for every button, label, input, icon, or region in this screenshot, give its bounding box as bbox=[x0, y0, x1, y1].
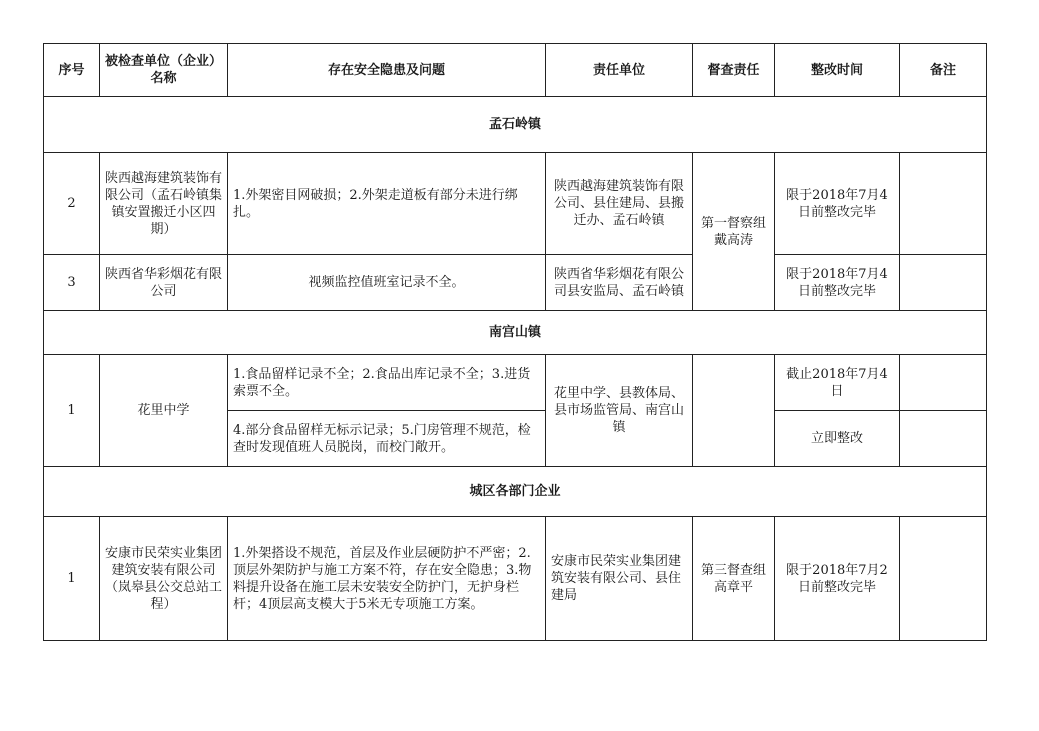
cell-deadline: 立即整改 bbox=[775, 411, 900, 467]
cell-responsible-unit: 陕西省华彩烟花有限公司县安监局、孟石岭镇 bbox=[546, 255, 693, 311]
section-row bbox=[44, 467, 987, 517]
header-row bbox=[44, 44, 987, 97]
cell-hazard: 1.食品留样记录不全；2.食品出库记录不全；3.进货索票不全。 bbox=[228, 355, 546, 411]
cell-responsible-unit: 花里中学、县教体局、县市场监管局、南宫山镇 bbox=[546, 355, 693, 467]
cell-seq: 2 bbox=[44, 153, 100, 255]
section-title: 城区各部门企业 bbox=[44, 467, 987, 517]
section-row bbox=[44, 311, 987, 355]
cell-note bbox=[900, 153, 987, 255]
table-row bbox=[44, 153, 987, 255]
table-row bbox=[44, 255, 987, 311]
header-note: 备注 bbox=[900, 44, 987, 97]
section-row bbox=[44, 97, 987, 153]
section-title: 孟石岭镇 bbox=[44, 97, 987, 153]
cell-seq: 1 bbox=[44, 355, 100, 467]
cell-deadline: 截止2018年7月4日 bbox=[775, 355, 900, 411]
cell-seq: 3 bbox=[44, 255, 100, 311]
header-supervision: 督查责任 bbox=[693, 44, 775, 97]
cell-unit: 安康市民荣实业集团建筑安装有限公司（岚皋县公交总站工程） bbox=[100, 517, 228, 641]
header-seq: 序号 bbox=[44, 44, 100, 97]
table-row bbox=[44, 517, 987, 641]
cell-note bbox=[900, 411, 987, 467]
table-row bbox=[44, 355, 987, 411]
cell-note bbox=[900, 517, 987, 641]
cell-hazard: 4.部分食品留样无标示记录；5.门房管理不规范，检查时发现值班人员脱岗，而校门敞开。 bbox=[228, 411, 546, 467]
cell-note bbox=[900, 355, 987, 411]
cell-unit: 陕西越海建筑装饰有限公司（孟石岭镇集镇安置搬迁小区四期） bbox=[100, 153, 228, 255]
cell-unit: 陕西省华彩烟花有限公司 bbox=[100, 255, 228, 311]
section-title: 南宫山镇 bbox=[44, 311, 987, 355]
cell-supervision: 第三督查组高章平 bbox=[693, 517, 775, 641]
cell-supervision: 第一督察组戴高涛 bbox=[693, 153, 775, 311]
cell-deadline: 限于2018年7月4日前整改完毕 bbox=[775, 255, 900, 311]
cell-responsible-unit: 安康市民荣实业集团建筑安装有限公司、县住建局 bbox=[546, 517, 693, 641]
cell-hazard: 1.外架密目网破损；2.外架走道板有部分未进行绑扎。 bbox=[228, 153, 546, 255]
header-deadline: 整改时间 bbox=[775, 44, 900, 97]
cell-seq: 1 bbox=[44, 517, 100, 641]
header-responsible-unit: 责任单位 bbox=[546, 44, 693, 97]
cell-hazard: 1.外架搭设不规范，首层及作业层硬防护不严密；2.顶层外架防护与施工方案不符，存在安全隐患；3.物料提升设备在施工层未安装安全防护门，无护身栏杆；4顶层高支模大于5米无专项施工方案。 bbox=[228, 517, 546, 641]
header-hazard: 存在安全隐患及问题 bbox=[228, 44, 546, 97]
cell-supervision bbox=[693, 355, 775, 467]
cell-note bbox=[900, 255, 987, 311]
cell-deadline: 限于2018年7月2日前整改完毕 bbox=[775, 517, 900, 641]
header-unit: 被检查单位（企业）名称 bbox=[100, 44, 228, 97]
cell-unit: 花里中学 bbox=[100, 355, 228, 467]
cell-responsible-unit: 陕西越海建筑装饰有限公司、县住建局、县搬迁办、孟石岭镇 bbox=[546, 153, 693, 255]
cell-deadline: 限于2018年7月4日前整改完毕 bbox=[775, 153, 900, 255]
inspection-table bbox=[43, 43, 987, 641]
cell-hazard: 视频监控值班室记录不全。 bbox=[228, 255, 546, 311]
